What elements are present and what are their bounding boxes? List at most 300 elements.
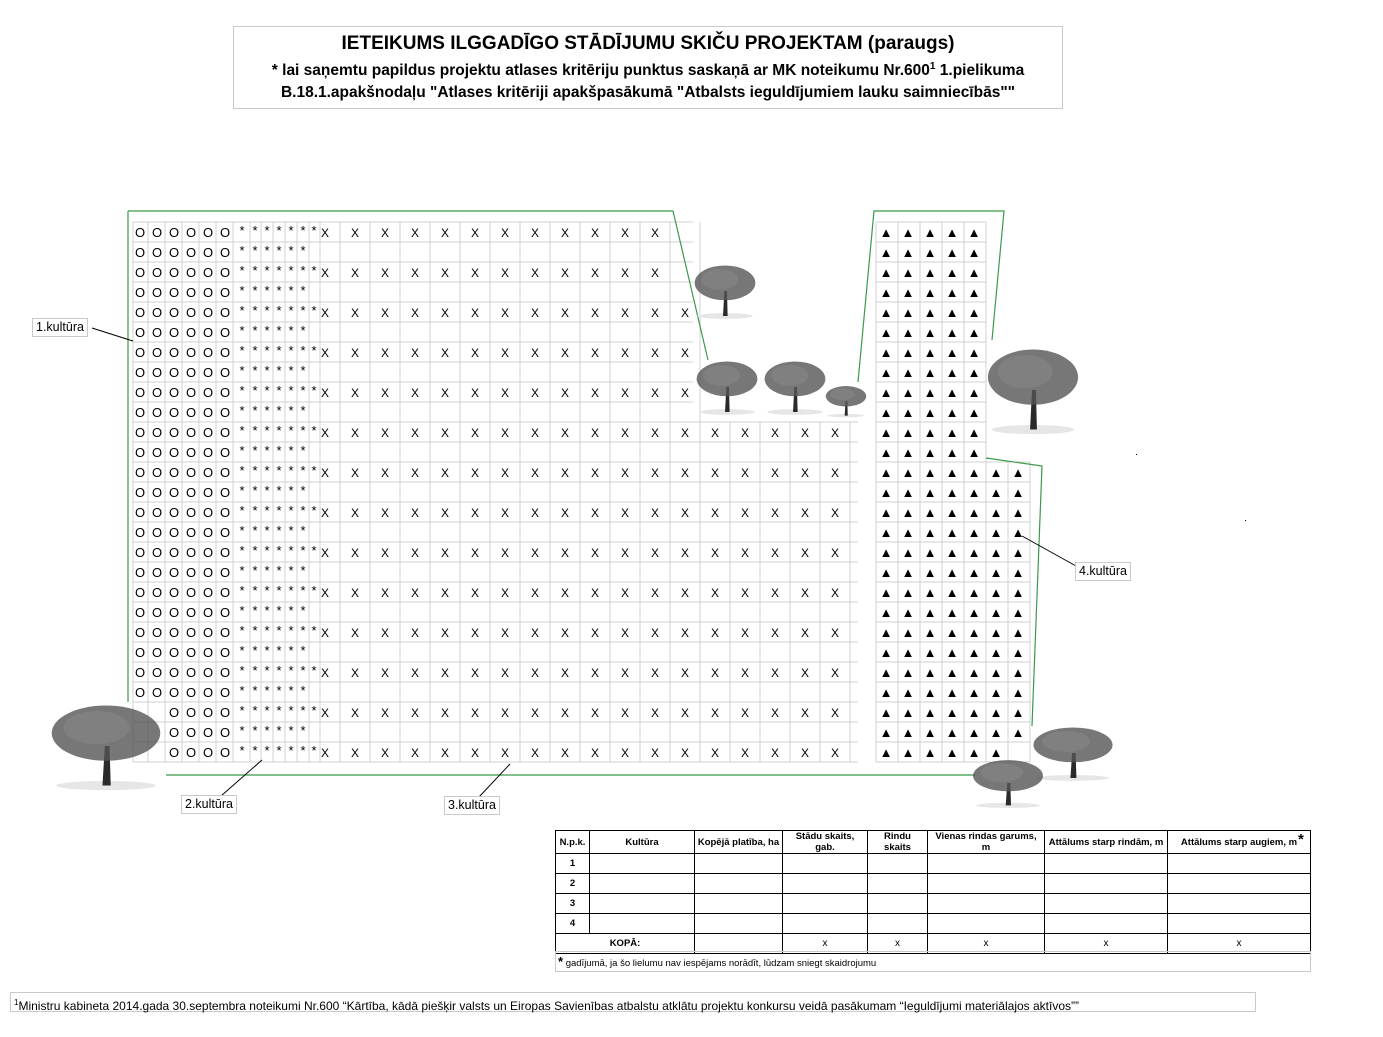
x-mark: X — [740, 706, 750, 720]
cell[interactable] — [928, 894, 1045, 914]
o-mark: O — [168, 645, 180, 660]
triangle-mark: ▲ — [879, 285, 893, 300]
triangle-mark: ▲ — [945, 685, 959, 700]
star-mark: * — [252, 463, 258, 478]
x-mark: X — [320, 266, 330, 280]
triangle-mark: ▲ — [945, 565, 959, 580]
tree-graphic — [762, 358, 828, 416]
o-mark: O — [202, 345, 214, 360]
x-mark: X — [440, 386, 450, 400]
triangle-mark: ▲ — [967, 625, 981, 640]
x-mark: X — [740, 426, 750, 440]
star-mark: * — [252, 723, 258, 738]
cell[interactable] — [590, 854, 695, 874]
x-mark: X — [740, 666, 750, 680]
cell[interactable] — [695, 894, 783, 914]
star-mark: * — [276, 423, 282, 438]
cell[interactable] — [783, 894, 868, 914]
triangle-mark: ▲ — [901, 445, 915, 460]
x-mark: X — [830, 706, 840, 720]
triangle-mark: ▲ — [945, 325, 959, 340]
tree-icon — [692, 262, 758, 320]
x-mark: X — [650, 386, 660, 400]
x-mark: X — [530, 426, 540, 440]
o-mark: O — [134, 485, 146, 500]
triangle-mark: ▲ — [901, 405, 915, 420]
cell[interactable] — [695, 874, 783, 894]
star-mark: * — [239, 683, 245, 698]
x-mark: X — [380, 746, 390, 760]
x-mark: X — [590, 586, 600, 600]
total-mark: x — [1168, 934, 1311, 954]
summary-header-row — [556, 831, 1311, 854]
triangle-mark: ▲ — [879, 425, 893, 440]
star-mark: * — [276, 303, 282, 318]
star-mark: * — [276, 363, 282, 378]
x-mark: X — [710, 586, 720, 600]
triangle-mark: ▲ — [901, 345, 915, 360]
star-mark: * — [264, 263, 270, 278]
footnote-sup: 1 — [14, 998, 19, 1007]
x-mark: X — [680, 746, 690, 760]
star-mark: * — [300, 223, 306, 238]
cell[interactable] — [1168, 914, 1311, 934]
x-mark: X — [740, 586, 750, 600]
o-mark: O — [219, 505, 231, 520]
cell[interactable] — [695, 914, 783, 934]
x-mark: X — [440, 626, 450, 640]
x-mark: X — [830, 506, 840, 520]
triangle-mark: ▲ — [1011, 485, 1025, 500]
o-mark: O — [202, 245, 214, 260]
cell[interactable] — [868, 854, 928, 874]
x-mark: X — [500, 586, 510, 600]
triangle-mark: ▲ — [923, 385, 937, 400]
cell[interactable] — [1045, 854, 1168, 874]
star-mark: * — [288, 663, 294, 678]
o-mark: O — [168, 265, 180, 280]
star-mark: * — [311, 743, 317, 758]
o-mark: O — [151, 605, 163, 620]
triangle-mark: ▲ — [879, 625, 893, 640]
x-mark: X — [620, 506, 630, 520]
x-mark: X — [590, 746, 600, 760]
o-mark: O — [168, 445, 180, 460]
star-mark: * — [264, 723, 270, 738]
tree-canopy-highlight — [701, 269, 738, 290]
x-mark: X — [380, 586, 390, 600]
triangle-mark: ▲ — [879, 225, 893, 240]
triangle-mark: ▲ — [901, 685, 915, 700]
star-mark: * — [239, 383, 245, 398]
cell[interactable] — [695, 854, 783, 874]
x-mark: X — [680, 626, 690, 640]
o-mark: O — [219, 585, 231, 600]
x-mark: X — [710, 506, 720, 520]
star-mark: * — [300, 603, 306, 618]
o-mark: O — [134, 545, 146, 560]
star-mark: * — [239, 443, 245, 458]
x-mark: X — [620, 706, 630, 720]
star-mark: * — [264, 743, 270, 758]
cell[interactable] — [783, 874, 868, 894]
cell[interactable] — [590, 894, 695, 914]
x-mark: X — [680, 306, 690, 320]
cell[interactable] — [928, 854, 1045, 874]
x-mark: X — [410, 226, 420, 240]
o-mark: O — [151, 585, 163, 600]
x-mark: X — [770, 626, 780, 640]
triangle-mark: ▲ — [879, 385, 893, 400]
triangle-mark: ▲ — [967, 485, 981, 500]
cell[interactable] — [928, 914, 1045, 934]
star-mark: * — [288, 443, 294, 458]
o-mark: O — [134, 425, 146, 440]
table-row — [556, 894, 1311, 914]
star-mark: * — [252, 383, 258, 398]
x-mark: X — [800, 666, 810, 680]
o-mark: O — [151, 685, 163, 700]
o-mark: O — [219, 665, 231, 680]
o-mark: O — [219, 305, 231, 320]
star-mark: * — [288, 503, 294, 518]
star-mark: * — [276, 543, 282, 558]
cell[interactable] — [1045, 914, 1168, 934]
x-mark: X — [590, 466, 600, 480]
x-mark: X — [350, 746, 360, 760]
cell[interactable] — [868, 894, 928, 914]
x-mark: X — [320, 746, 330, 760]
x-mark: X — [500, 626, 510, 640]
x-mark: X — [500, 306, 510, 320]
star-mark: * — [239, 723, 245, 738]
triangle-mark: ▲ — [923, 445, 937, 460]
o-mark: O — [185, 625, 197, 640]
o-mark: O — [134, 465, 146, 480]
triangle-mark: ▲ — [967, 365, 981, 380]
x-mark: X — [380, 546, 390, 560]
x-mark: X — [830, 586, 840, 600]
x-mark: X — [470, 746, 480, 760]
triangle-mark: ▲ — [879, 605, 893, 620]
o-mark: O — [168, 625, 180, 640]
tree-canopy-highlight — [998, 355, 1053, 388]
x-mark: X — [500, 426, 510, 440]
triangle-mark: ▲ — [945, 605, 959, 620]
star-mark: * — [252, 483, 258, 498]
star-mark: * — [300, 563, 306, 578]
triangle-mark: ▲ — [967, 405, 981, 420]
star-mark: * — [239, 523, 245, 538]
bottom-footnote — [10, 992, 1256, 1012]
o-mark: O — [202, 725, 214, 740]
o-mark: O — [168, 565, 180, 580]
triangle-mark: ▲ — [967, 565, 981, 580]
triangle-mark: ▲ — [901, 485, 915, 500]
triangle-mark: ▲ — [1011, 725, 1025, 740]
x-mark: X — [620, 426, 630, 440]
x-mark: X — [710, 626, 720, 640]
x-mark: X — [470, 466, 480, 480]
o-mark: O — [202, 445, 214, 460]
star-mark: * — [239, 503, 245, 518]
x-mark: X — [440, 226, 450, 240]
triangle-mark: ▲ — [945, 425, 959, 440]
star-mark: * — [276, 623, 282, 638]
o-mark: O — [202, 565, 214, 580]
triangle-mark: ▲ — [989, 625, 1003, 640]
star-mark: * — [311, 463, 317, 478]
triangle-mark: ▲ — [967, 585, 981, 600]
x-mark: X — [410, 746, 420, 760]
triangle-mark: ▲ — [967, 265, 981, 280]
x-mark: X — [500, 506, 510, 520]
x-mark: X — [350, 426, 360, 440]
star-mark: * — [239, 423, 245, 438]
o-mark: O — [219, 565, 231, 580]
star-mark: * — [264, 463, 270, 478]
x-mark: X — [650, 586, 660, 600]
triangle-mark: ▲ — [945, 705, 959, 720]
star-mark: * — [300, 723, 306, 738]
star-mark: * — [276, 523, 282, 538]
star-mark: * — [288, 543, 294, 558]
o-mark: O — [202, 685, 214, 700]
x-mark: X — [770, 706, 780, 720]
tree-icon — [694, 358, 760, 416]
star-mark: * — [264, 243, 270, 258]
triangle-mark: ▲ — [989, 745, 1003, 760]
col-plant-spacing: Attālums starp augiem, m — [1168, 831, 1311, 854]
x-mark: X — [380, 386, 390, 400]
star-mark: * — [300, 743, 306, 758]
x-mark: X — [680, 666, 690, 680]
star-mark: * — [311, 583, 317, 598]
triangle-mark: ▲ — [923, 725, 937, 740]
triangle-mark: ▲ — [901, 745, 915, 760]
table-row — [556, 874, 1311, 894]
col-plants: Stādu skaits, gab. — [783, 831, 868, 854]
x-mark: X — [530, 466, 540, 480]
o-mark: O — [185, 705, 197, 720]
o-mark: O — [202, 585, 214, 600]
x-mark: X — [440, 546, 450, 560]
star-mark: * — [239, 703, 245, 718]
o-mark: O — [134, 325, 146, 340]
triangle-mark: ▲ — [989, 505, 1003, 520]
star-mark: * — [276, 263, 282, 278]
cell[interactable] — [590, 874, 695, 894]
leader-culture1 — [92, 328, 133, 341]
star-mark: * — [311, 703, 317, 718]
cell[interactable] — [1168, 894, 1311, 914]
star-mark: * — [239, 643, 245, 658]
star-mark: * — [239, 543, 245, 558]
star-mark: * — [276, 323, 282, 338]
cell[interactable] — [1168, 874, 1311, 894]
o-mark: O — [151, 505, 163, 520]
x-mark: X — [470, 626, 480, 640]
total-mark: x — [783, 934, 868, 954]
star-mark: * — [252, 543, 258, 558]
star-mark: * — [288, 583, 294, 598]
triangle-mark: ▲ — [879, 365, 893, 380]
triangle-mark: ▲ — [945, 225, 959, 240]
stray-dot — [1136, 454, 1137, 455]
triangle-mark: ▲ — [945, 665, 959, 680]
triangle-mark: ▲ — [945, 345, 959, 360]
triangle-mark: ▲ — [945, 505, 959, 520]
star-mark: * — [239, 363, 245, 378]
triangle-mark: ▲ — [945, 405, 959, 420]
cell[interactable] — [783, 914, 868, 934]
x-mark: X — [380, 706, 390, 720]
x-mark: X — [410, 506, 420, 520]
triangle-mark: ▲ — [879, 685, 893, 700]
row-number: 4 — [556, 914, 590, 934]
x-mark: X — [560, 746, 570, 760]
star-mark: * — [288, 403, 294, 418]
col-rows: Rindu skaits — [868, 831, 928, 854]
star-mark: * — [300, 383, 306, 398]
star-mark: * — [288, 723, 294, 738]
triangle-mark: ▲ — [1011, 665, 1025, 680]
x-mark: X — [350, 666, 360, 680]
star-mark: * — [252, 503, 258, 518]
o-mark: O — [185, 305, 197, 320]
triangle-mark: ▲ — [989, 725, 1003, 740]
x-mark: X — [440, 266, 450, 280]
label-culture2: 2.kultūra — [181, 795, 237, 814]
x-mark: X — [800, 626, 810, 640]
x-mark: X — [620, 226, 630, 240]
star-mark: * — [252, 603, 258, 618]
star-mark: * — [252, 743, 258, 758]
o-mark: O — [219, 405, 231, 420]
star-mark: * — [288, 683, 294, 698]
o-mark: O — [151, 285, 163, 300]
star-mark: * — [288, 303, 294, 318]
star-mark: * — [288, 383, 294, 398]
x-mark: X — [530, 706, 540, 720]
x-mark: X — [320, 226, 330, 240]
x-mark: X — [440, 466, 450, 480]
star-mark: * — [288, 343, 294, 358]
o-mark: O — [185, 385, 197, 400]
triangle-mark: ▲ — [879, 505, 893, 520]
triangle-mark: ▲ — [901, 605, 915, 620]
star-mark: * — [276, 703, 282, 718]
x-mark: X — [710, 706, 720, 720]
star-mark: * — [252, 643, 258, 658]
x-mark: X — [530, 546, 540, 560]
triangle-mark: ▲ — [923, 705, 937, 720]
star-mark: * — [300, 323, 306, 338]
triangle-mark: ▲ — [967, 745, 981, 760]
star-mark: * — [288, 623, 294, 638]
triangle-mark: ▲ — [967, 505, 981, 520]
x-mark: X — [470, 546, 480, 560]
triangle-mark: ▲ — [967, 525, 981, 540]
x-mark: X — [590, 386, 600, 400]
o-mark: O — [168, 465, 180, 480]
total-mark: x — [868, 934, 928, 954]
star-mark: * — [276, 483, 282, 498]
x-mark: X — [800, 466, 810, 480]
star-mark: * — [300, 423, 306, 438]
star-mark: * — [276, 463, 282, 478]
x-mark: X — [560, 266, 570, 280]
triangle-mark: ▲ — [945, 585, 959, 600]
triangle-mark: ▲ — [967, 425, 981, 440]
triangle-mark: ▲ — [945, 645, 959, 660]
triangle-mark: ▲ — [989, 465, 1003, 480]
x-mark: X — [500, 466, 510, 480]
cell[interactable] — [783, 854, 868, 874]
o-mark: O — [219, 225, 231, 240]
star-mark: * — [264, 323, 270, 338]
x-mark: X — [380, 266, 390, 280]
star-mark: * — [300, 503, 306, 518]
x-mark: X — [680, 466, 690, 480]
x-mark: X — [410, 466, 420, 480]
cell[interactable] — [1045, 874, 1168, 894]
o-mark: O — [202, 365, 214, 380]
x-mark: X — [410, 386, 420, 400]
cell[interactable] — [928, 874, 1045, 894]
o-mark: O — [219, 245, 231, 260]
x-mark: X — [320, 386, 330, 400]
triangle-mark: ▲ — [879, 665, 893, 680]
star-mark: * — [252, 423, 258, 438]
x-mark: X — [320, 546, 330, 560]
triangle-mark: ▲ — [967, 445, 981, 460]
x-mark: X — [440, 346, 450, 360]
triangle-mark: ▲ — [923, 325, 937, 340]
x-mark: X — [590, 306, 600, 320]
star-mark: * — [300, 483, 306, 498]
x-mark: X — [620, 586, 630, 600]
triangle-mark: ▲ — [923, 745, 937, 760]
star-mark: * — [239, 263, 245, 278]
star-mark: * — [264, 303, 270, 318]
cell[interactable] — [590, 914, 695, 934]
o-mark: O — [168, 725, 180, 740]
o-mark: O — [168, 385, 180, 400]
cell[interactable] — [1045, 894, 1168, 914]
star-mark: * — [300, 663, 306, 678]
tree-graphic — [47, 700, 165, 792]
triangle-mark: ▲ — [901, 725, 915, 740]
col-npk: N.p.k. — [556, 831, 590, 854]
subtitle-part1: * lai saņemtu papildus projektu atlases kritēriju punktus saskaņā ar MK noteikumu Nr.600 — [271, 62, 930, 80]
total-label: KOPĀ: — [556, 934, 695, 954]
o-mark: O — [151, 425, 163, 440]
summary-table — [555, 830, 1311, 954]
x-mark: X — [620, 266, 630, 280]
cell[interactable] — [868, 914, 928, 934]
cell[interactable] — [868, 874, 928, 894]
x-mark: X — [440, 706, 450, 720]
triangle-mark: ▲ — [923, 345, 937, 360]
triangle-mark: ▲ — [923, 465, 937, 480]
x-mark: X — [830, 626, 840, 640]
o-mark: O — [219, 485, 231, 500]
x-mark: X — [470, 386, 480, 400]
cell[interactable] — [1168, 854, 1311, 874]
triangle-mark: ▲ — [989, 565, 1003, 580]
o-mark: O — [202, 485, 214, 500]
